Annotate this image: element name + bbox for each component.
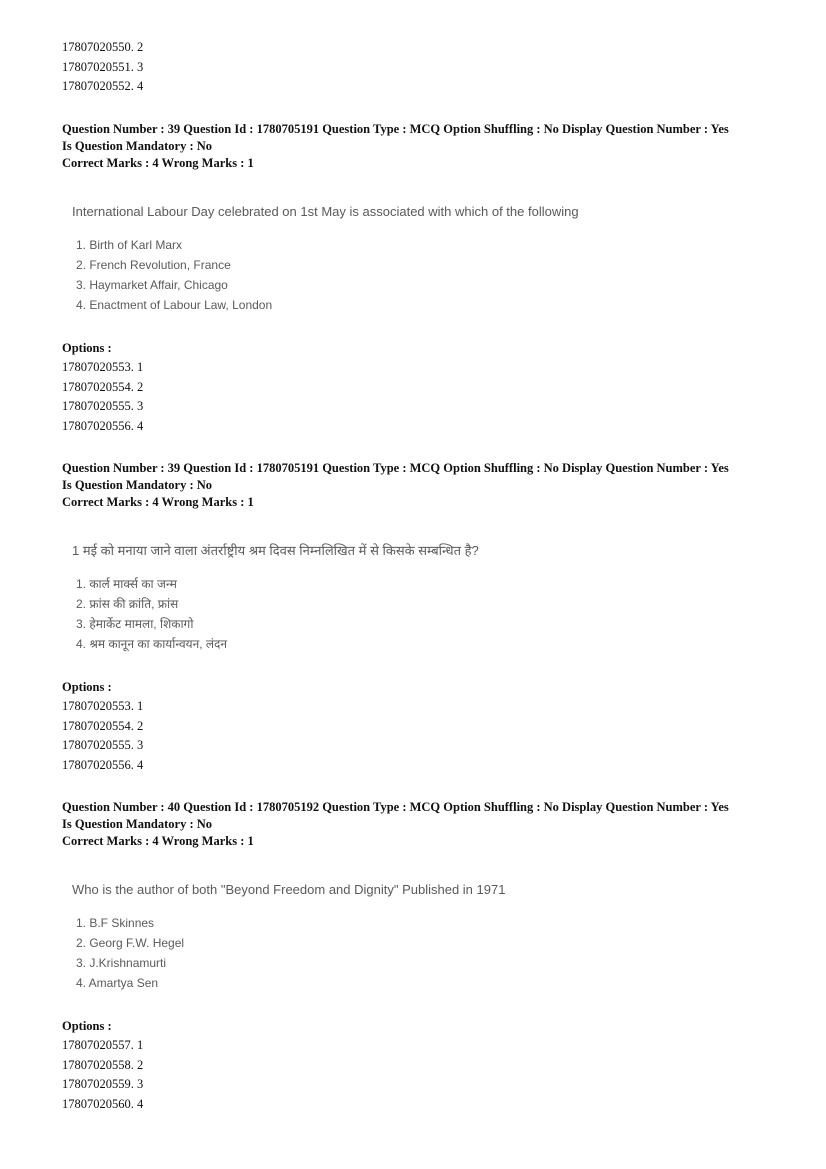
question-text: International Labour Day celebrated on 1st May is associated with which of the following [72,204,579,219]
question-choice: 4. श्रम कानून का कार्यान्वयन, लंदन [76,637,228,651]
option-line: 17807020554. 2 [62,718,144,733]
option-line: 17807020556. 4 [62,418,144,433]
question-choice: 2. French Revolution, France [76,258,231,272]
option-line: 17807020560. 4 [62,1096,144,1111]
question-image-1 [72,203,579,315]
question-meta-1 [62,121,729,172]
question-choice: 4. Enactment of Labour Law, London [76,298,273,312]
option-line: 17807020553. 1 [62,360,144,374]
question-meta-3 [62,799,729,850]
top-options-list [62,38,143,97]
options-list-1 [62,338,143,436]
question-marks: Correct Marks : 4 Wrong Marks : 1 [62,495,254,509]
question-choice: 3. J.Krishnamurti [76,956,167,970]
question-meta-2 [62,460,729,511]
option-line: 17807020558. 2 [62,1057,144,1072]
question-choice: 3. हेमार्केट मामला, शिकागो [76,617,194,631]
question-meta-line: Question Number : 39 Question Id : 1780705191 Question Type : MCQ Option Shuffling : No Display Question Number : Yes [62,461,729,475]
question-choice: 3. Haymarket Affair, Chicago [76,278,228,292]
option-line: 17807020551. 3 [62,59,144,74]
option-line: 17807020559. 3 [62,1077,144,1091]
option-line: 17807020552. 4 [62,79,144,93]
question-choice: 4. Amartya Sen [76,976,159,990]
question-meta-line: Question Number : 39 Question Id : 1780705191 Question Type : MCQ Option Shuffling : No Display Question Number : Yes [62,122,729,136]
question-choice: 2. Georg F.W. Hegel [76,936,185,950]
options-label: Options : [62,1019,112,1033]
options-list-2 [62,677,143,775]
question-marks: Correct Marks : 4 Wrong Marks : 1 [62,834,254,848]
options-list-3 [62,1016,143,1114]
question-meta-line: Question Number : 40 Question Id : 1780705192 Question Type : MCQ Option Shuffling : No Display Question Number : Yes [62,800,729,814]
options-label: Options : [62,680,112,694]
options-label: Options : [62,341,112,355]
option-line: 17807020554. 2 [62,379,144,394]
question-text: 1 मई को मनाया जाने वाला अंतर्राष्ट्रीय श्रम दिवस निम्नलिखित में से किसके सम्बन्धित है? [72,543,479,558]
question-choice: 1. कार्ल मार्क्स का जन्म [76,577,177,591]
option-line: 17807020557. 1 [62,1038,144,1052]
question-mandatory: Is Question Mandatory : No [62,139,213,153]
question-choice: 2. फ्रांस की क्रांति, फ्रांस [76,597,179,611]
question-mandatory: Is Question Mandatory : No [62,478,213,492]
question-choice: 1. B.F Skinnes [76,916,155,930]
question-text: Who is the author of both "Beyond Freedom and Dignity" Published in 1971 [72,882,506,897]
question-mandatory: Is Question Mandatory : No [62,817,213,831]
option-line: 17807020555. 3 [62,399,144,413]
question-image-3 [72,881,505,993]
question-choice: 1. Birth of Karl Marx [76,238,183,252]
question-marks: Correct Marks : 4 Wrong Marks : 1 [62,156,254,170]
option-line: 17807020553. 1 [62,699,144,713]
question-image-2 [72,542,479,654]
option-line: 17807020550. 2 [62,40,144,54]
option-line: 17807020556. 4 [62,757,144,772]
option-line: 17807020555. 3 [62,738,144,752]
